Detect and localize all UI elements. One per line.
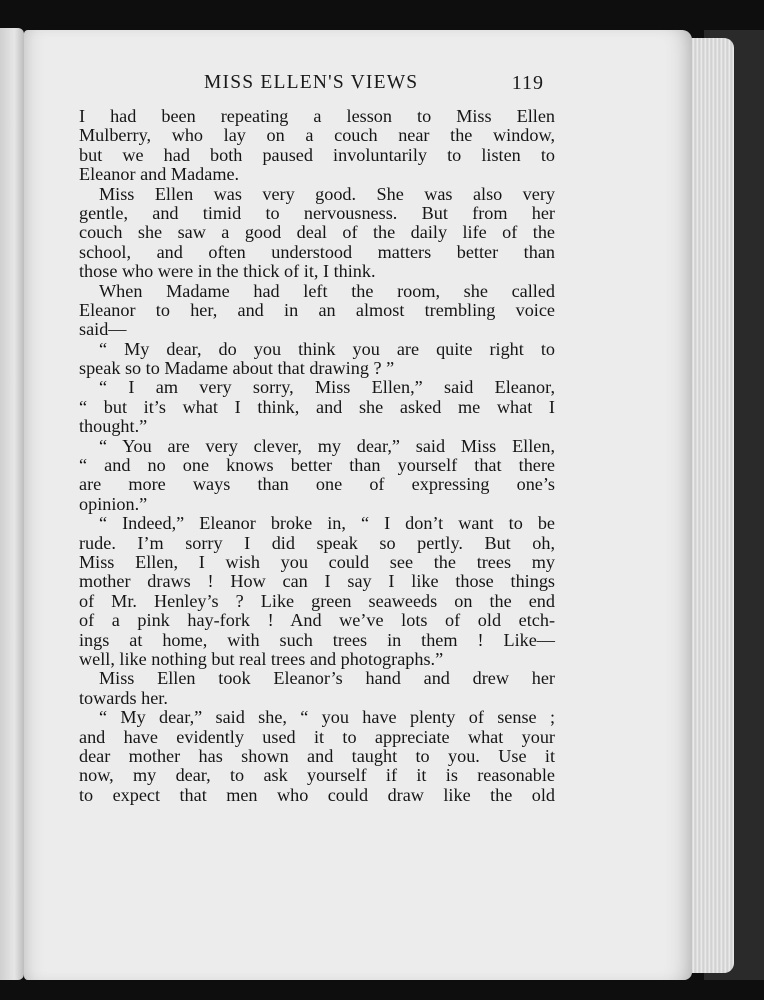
text-line: “ but it’s what I think, and she asked me what I (79, 396, 555, 417)
body-text (79, 107, 555, 805)
text-line: Eleanor and Madame. (79, 164, 240, 185)
text-line: I had been repeating a lesson to Miss Ellen (79, 106, 555, 126)
text-line: Eleanor to her, and in an almost trembling voice (79, 299, 555, 320)
running-head (78, 70, 554, 104)
text-line: now, my dear, to ask yourself if it is reasonable (79, 765, 555, 786)
text-line: opinion.” (79, 493, 148, 514)
text-line: rude. I’m sorry I did speak so pertly. But oh, (79, 532, 555, 553)
text-line: “ and no one knows better than yourself that there (79, 455, 555, 476)
text-line: gentle, and timid to nervousness. But from her (79, 202, 555, 223)
running-head-title: MISS ELLEN'S VIEWS (204, 72, 419, 93)
text-line: speak so to Madame about that drawing ? ” (79, 358, 395, 379)
text-line: said— (79, 319, 127, 340)
text-line: of Mr. Henley’s ? Like green seaweeds on the end (79, 590, 555, 611)
text-line: are more ways than one of expressing one’s (79, 474, 555, 495)
text-line: “ You are very clever, my dear,” said Miss Ellen, (99, 435, 555, 456)
text-line: Miss Ellen, I wish you could see the trees my (79, 551, 555, 572)
text-line: and have evidently used it to appreciate what your (79, 726, 555, 747)
text-line: “ My dear, do you think you are quite right to (99, 338, 555, 359)
text-line: When Madame had left the room, she called (99, 280, 555, 301)
text-line: towards her. (79, 687, 168, 708)
text-line: mother draws ! How can I say I like those things (79, 571, 555, 592)
text-line: those who were in the thick of it, I think. (79, 261, 376, 282)
text-line: “ My dear,” said she, “ you have plenty of sense ; (99, 707, 555, 728)
text-line: Mulberry, who lay on a couch near the window, (79, 125, 555, 146)
text-line: ings at home, with such trees in them ! Like— (79, 629, 555, 650)
text-line: “ I am very sorry, Miss Ellen,” said Eleanor, (99, 377, 555, 398)
text-line: “ Indeed,” Eleanor broke in, “ I don’t want to be (99, 513, 555, 534)
text-line: couch she saw a good deal of the daily life of the (79, 222, 555, 243)
left-page-edge (0, 28, 24, 980)
text-line: to expect that men who could draw like the old (79, 784, 555, 805)
text-line: school, and often understood matters better than (79, 241, 555, 262)
page-number: 119 (511, 72, 544, 94)
text-line: but we had both paused involuntarily to listen to (79, 144, 555, 165)
text-line: Miss Ellen took Eleanor’s hand and drew her (99, 668, 555, 689)
text-line: Miss Ellen was very good. She was also very (99, 183, 555, 204)
text-line: thought.” (79, 416, 148, 437)
text-line: of a pink hay-fork ! And we’ve lots of old etch- (79, 610, 555, 631)
text-line: dear mother has shown and taught to you. Use it (79, 745, 555, 766)
text-line: well, like nothing but real trees and photographs.” (79, 648, 444, 669)
